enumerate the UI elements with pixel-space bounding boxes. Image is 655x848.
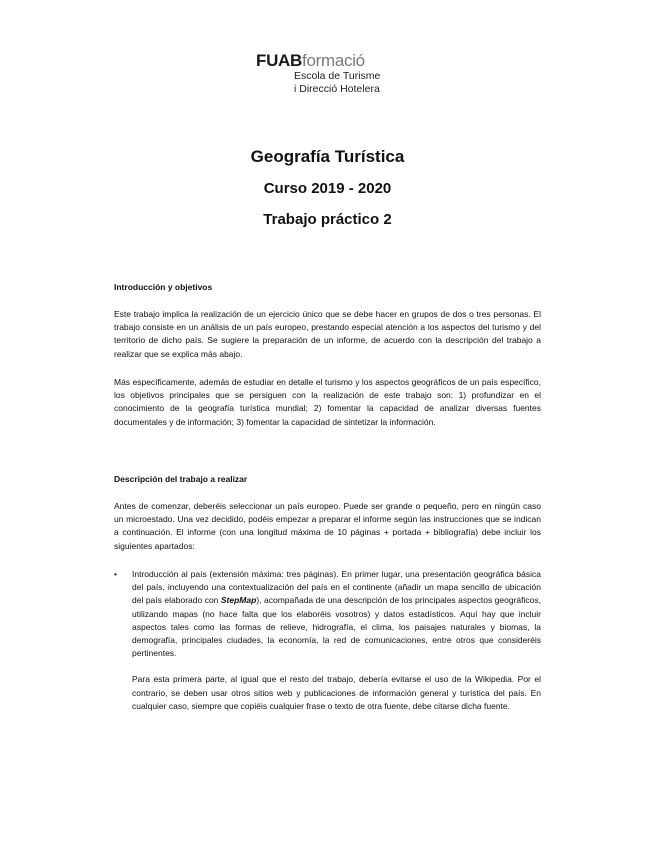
logo-line-2: i Direcció Hotelera — [294, 83, 380, 95]
logo-wordmark — [256, 52, 456, 70]
intro-heading-text: Introducción y objetivos — [114, 282, 213, 292]
logo-brand-bold: FUAB — [256, 51, 303, 70]
intro-paragraph-2 — [114, 376, 541, 429]
bullet-1-part-a: Introducción al país (extensión máxima: tres páginas). En primer lugar, una presentación geográfica básica del país, incluyendo una contextualización del país en el continente (añadir un mapa sencillo de ubicación del país elaborado con — [132, 569, 541, 606]
stepmap-term: StepMap — [220, 595, 257, 606]
intro-p2-text: Más específicamente, además de estudiar en detalle el turismo y los aspectos geográficos de un país específico, los objetivos principales que se persiguen con la realización de este trabajo son: 1) profundizar en el conocimiento de la geografía turística mundial; 2) fomentar la capacidad de analizar diversas fuentes documentales y de información; 3) fomentar la capacidad de sintetizar la información. — [114, 377, 541, 427]
intro-heading — [114, 281, 541, 294]
bullet-1-paragraph-2: Para esta primera parte, al igual que el resto del trabajo, debería evitarse el uso de la Wikipedia. Por el contrario, se deben usar otros sitios web y publicaciones de información general y turística del país. En cualquier caso, siempre que copiéis cualquier frase o texto de otra fuente, debe citarse dicha fuente. — [132, 674, 541, 711]
course-title: Curso 2019 - 2020 — [263, 180, 392, 197]
logo-brand-light: formació — [302, 51, 365, 70]
description-heading-text: Descripción del trabajo a realizar — [114, 474, 248, 484]
bullet-1-text — [132, 568, 541, 713]
bullet-1-part-b: ), acompañada de una descripción de los principales aspectos geográficos, utilizando mapas (no hace falta que los elaboréis vosotros) y datos estadísticos. Aquí hay que incluir aspectos tales como las formas de relieve, hidrografía, el clima, los paisajes naturales y biomas, la demografía, principales ciudades, la economía, la red de comunicaciones, entre otros que consideréis pertinentes. — [132, 595, 541, 659]
intro-paragraph-1 — [114, 308, 541, 361]
intro-p1-text: Este trabajo implica la realización de un ejercicio único que se debe hacer en grupos de dos o tres personas. El trabajo consiste en un análisis de un país europeo, prestando especial atención a los aspectos del turismo y del territorio de dicho país. Se sugiere la preparación de un informe, de acuerdo con la descripción del trabajo a realizar que se explica más abajo. — [114, 309, 541, 359]
list-item — [114, 568, 541, 713]
description-paragraph-1 — [114, 500, 541, 553]
logo — [256, 52, 456, 96]
description-heading — [114, 473, 541, 486]
logo-line-1: Escola de Turisme — [294, 70, 381, 82]
desc-p1-text: Antes de comenzar, deberéis seleccionar un país europeo. Puede ser grande o pequeño, pero en ningún caso un microestado. Una vez decidido, podéis empezar a preparar el informe según las instrucciones que se indican a continuación. El informe (con una longitud máxima de 10 páginas + portada + bibliografía) debe incluir los siguientes apartados: — [114, 501, 541, 551]
assignment-title: Trabajo práctico 2 — [263, 211, 392, 228]
document-title: Geografía Turística — [250, 147, 405, 166]
bullet-marker: • — [114, 569, 117, 579]
